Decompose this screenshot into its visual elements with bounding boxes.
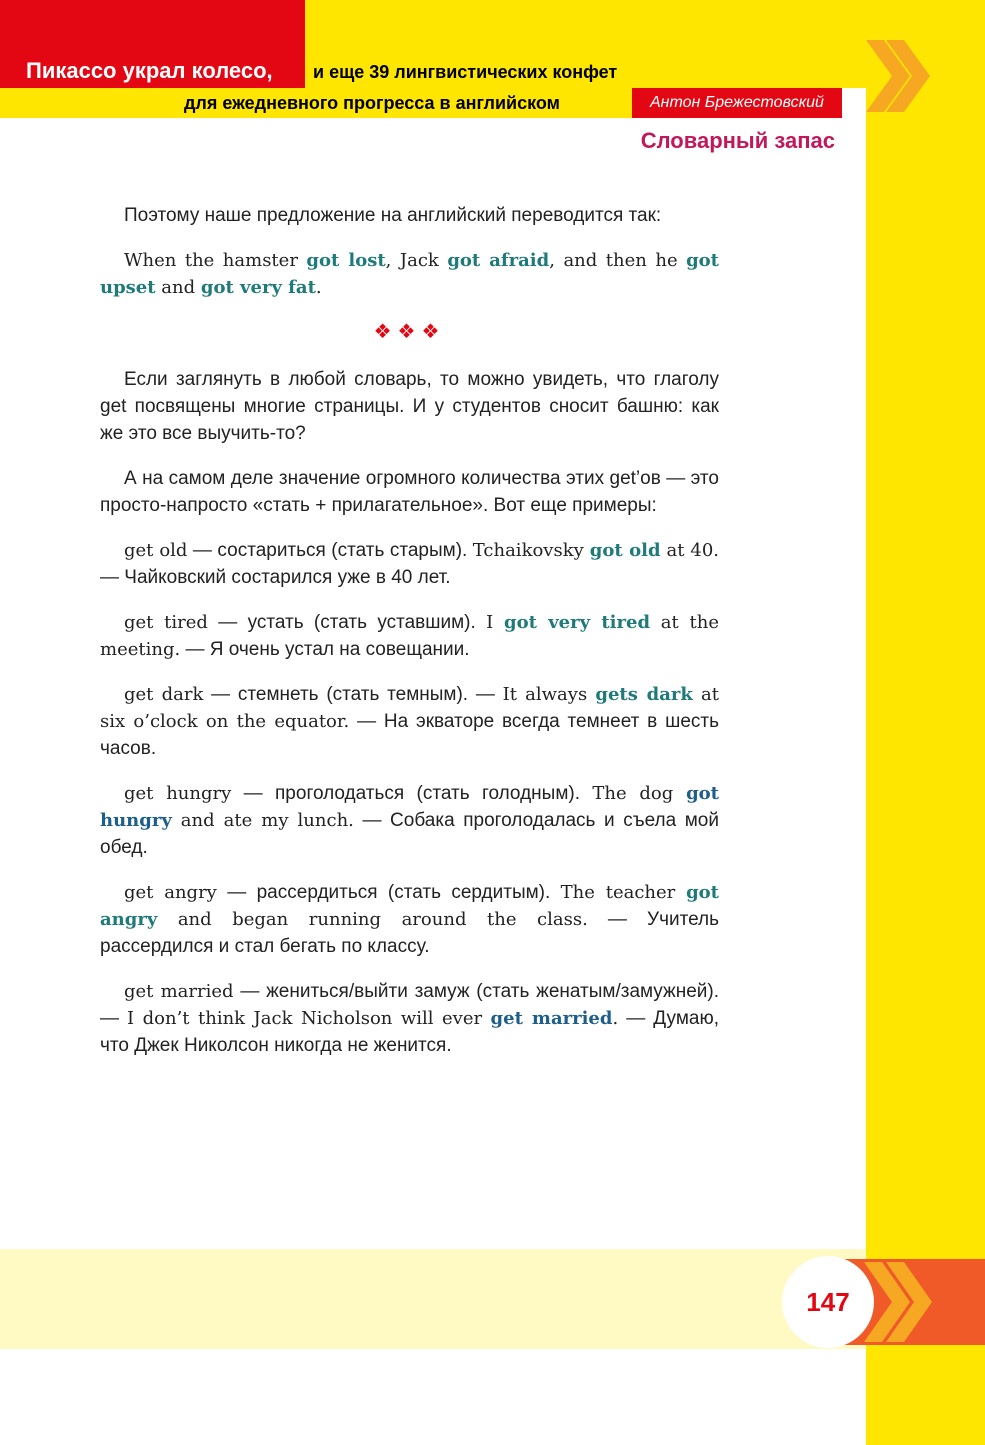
example-definition: — рассердиться (стать сердитым). (216, 882, 561, 903)
footer-band (0, 1249, 866, 1349)
example-english: . (612, 1008, 619, 1029)
highlight-phrase: get married (490, 1008, 613, 1029)
sentence-text: When the hamster (124, 250, 307, 271)
paragraph: Если заглянуть в любой словарь, то можно увидеть, что глаголу get посвящены многие страницы. И у студентов сносит башню: как же это все выучить-то? (100, 369, 719, 444)
example-translation: — Думаю, что Джек Николсон никогда не женится. (100, 1008, 719, 1056)
paragraph: А на самом деле значение огромного количества этих get’ов — это просто-напросто «стать + прилагательное». Вот еще примеры: (100, 468, 719, 516)
example-definition: — жениться/выйти замуж (стать женатым/замужней). — (100, 981, 720, 1029)
example-definition: — стемнеть (стать темным). — (203, 684, 503, 705)
example-english: I (486, 612, 504, 633)
chevrons-right-icon (862, 40, 932, 112)
example-english: at the meeting. (100, 612, 719, 660)
example-item (100, 879, 719, 960)
example-item (100, 537, 719, 591)
example-definition: — устать (стать уставшим). (207, 612, 487, 633)
highlight-phrase: gets dark (595, 684, 693, 705)
highlight-phrase: got upset (100, 250, 719, 298)
highlight-phrase: got angry (100, 882, 719, 930)
highlight-phrase: got hungry (100, 783, 719, 831)
example-term: get dark (124, 684, 204, 705)
example-term: get old (124, 540, 188, 561)
book-title-part2: и еще 39 лингвистических конфет (313, 62, 618, 82)
example-english: and ate my lunch. (171, 810, 354, 831)
example-sentence (100, 247, 719, 301)
example-english: The dog (592, 783, 687, 804)
example-english: I don’t think Jack Nicholson will ever (127, 1008, 491, 1029)
example-item (100, 978, 719, 1059)
example-translation: — Чайковский состарился уже в 40 лет. (100, 567, 451, 588)
example-english: Tchaikovsky (472, 540, 590, 561)
example-term: get angry (124, 882, 217, 903)
main-content (100, 202, 719, 1077)
page-number: 147 (806, 1286, 850, 1317)
example-english: and began running around the class. (157, 909, 588, 930)
example-translation: — Собака проголодалась и съела мой обед. (100, 810, 719, 858)
example-translation: — Учитель рассердился и стал бегать по классу. (100, 909, 719, 957)
book-author: Антон Брежестовский (650, 94, 824, 111)
paragraph: Поэтому наше предложение на английский переводится так: (124, 205, 662, 226)
section-title: Словарный запас (640, 128, 835, 153)
book-subtitle: для ежедневного прогресса в английском (184, 93, 560, 113)
sentence-text: , Jack (385, 250, 448, 271)
example-translation: — На экваторе всегда темнеет в шесть часов. (100, 711, 719, 759)
example-definition: — проголодаться (стать голодным). (231, 783, 593, 804)
example-term: get married (124, 981, 234, 1002)
example-english: The teacher (560, 882, 687, 903)
highlight-phrase: got lost (306, 250, 386, 271)
highlight-phrase: got very fat (200, 277, 316, 298)
highlight-phrase: got afraid (447, 250, 550, 271)
example-definition: — состариться (стать старым). (187, 540, 473, 561)
right-yellow-strip (866, 0, 985, 1445)
example-term: get tired (124, 612, 208, 633)
separator-icon: ❖❖❖ (373, 321, 446, 343)
book-title-part1: Пикассо украл колесо, (26, 58, 273, 83)
page-number-badge (782, 1256, 874, 1348)
sentence-text: and (155, 277, 201, 298)
highlight-phrase: got very tired (503, 612, 651, 633)
example-item (100, 609, 719, 663)
example-translation: — Я очень устал на совещании. (180, 639, 470, 660)
example-english: at six o’clock on the equator. (100, 684, 719, 732)
highlight-phrase: got old (589, 540, 661, 561)
sentence-text: , and then he (549, 250, 687, 271)
example-term: get hungry (124, 783, 232, 804)
example-item (100, 681, 719, 762)
sentence-text: . (315, 277, 322, 298)
example-english: It always (502, 684, 596, 705)
example-item (100, 780, 719, 861)
example-english: at 40. (660, 540, 719, 561)
